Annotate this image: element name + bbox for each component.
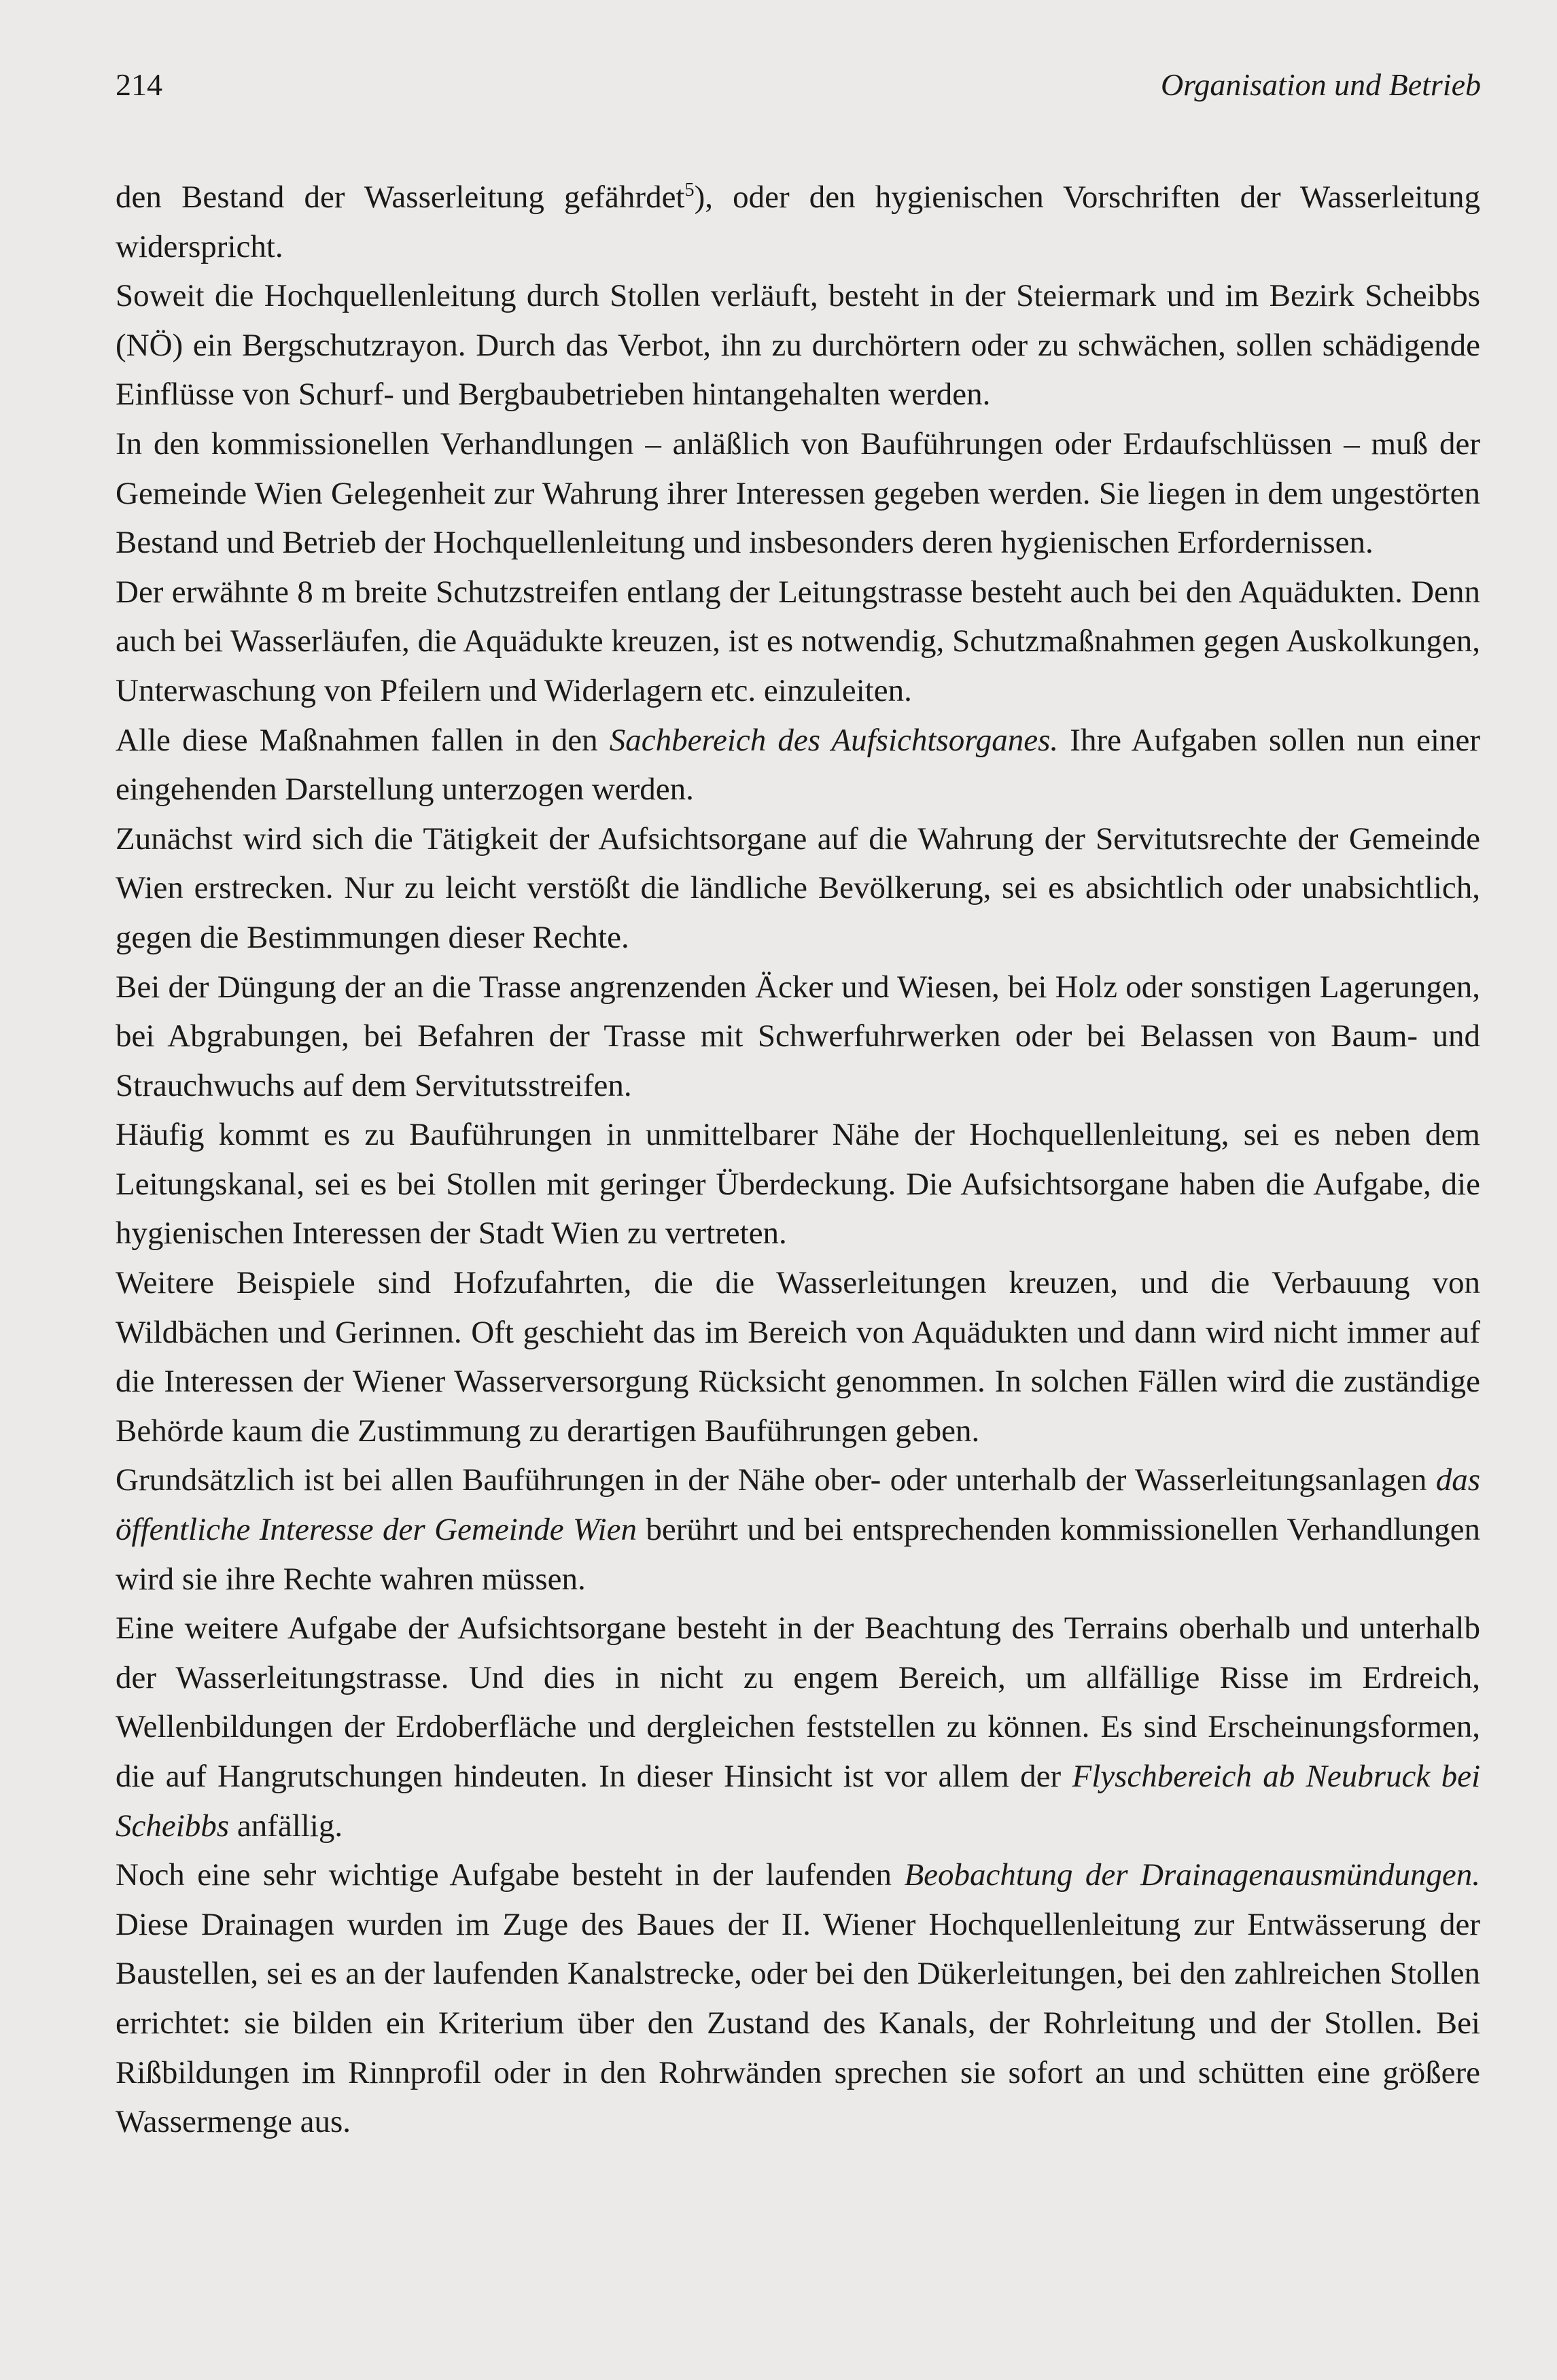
text-segment: Noch eine sehr wichtige Aufgabe besteht in der laufenden xyxy=(116,1857,905,1893)
text-segment: Ihre Aufgaben sollen nun einer eingehenden Darstellung unterzogen werden. xyxy=(116,722,1480,808)
paragraph xyxy=(116,271,1480,419)
paragraph xyxy=(116,1604,1480,1850)
page-number: 214 xyxy=(116,67,162,102)
paragraph xyxy=(116,1110,1480,1258)
text-segment: Weitere Beispiele sind Hofzufahrten, die die Wasserleitungen kreuzen, und die Verbauung von Wildbächen und Gerinnen. Oft geschieht das im Bereich von Aquädukten und dann wird nicht immer auf die Interessen der Wiener Wasserversorgung Rücksicht genommen. In solchen Fällen wird die zuständige Behörde kaum die Zustimmung zu derartigen Bauführungen geben. xyxy=(116,1265,1480,1449)
text-segment: Alle diese Maßnahmen fallen in den xyxy=(116,722,610,758)
paragraph xyxy=(116,1455,1480,1604)
footnote-marker: 5 xyxy=(684,179,695,201)
text-segment: Soweit die Hochquellenleitung durch Stollen verläuft, besteht in der Steiermark und im Bezirk Scheibbs (NÖ) ein Bergschutzrayon. Durch das Verbot, ihn zu durchörtern oder zu schwächen, sollen schädigende Einflüsse von Schurf- und Bergbaubetrieben hintangehalten werden. xyxy=(116,278,1480,413)
text-segment: Eine weitere Aufgabe der Aufsichtsorgane besteht in der Beachtung des Terrains oberhalb und unterhalb der Wasserleitungstrasse. Und dies in nicht zu engem Bereich, um allfällige Risse im Erdreich, Wellenbildungen der Erdoberfläche und dergleichen feststellen zu können. Es sind Erscheinungsformen, die auf Hangrutschungen hindeuten. In dieser Hinsicht ist vor allem der xyxy=(116,1610,1480,1794)
text-segment: Diese Drainagen wurden im Zuge des Baues der II. Wiener Hochquellenleitung zur Entwässerung der Baustellen, sei es an der laufenden Kanalstrecke, oder bei den Dükerleitungen, bei den zahlreichen Stollen errichtet: sie bilden ein Kriterium über den Zustand des Kanals, der Rohrleitung und der Stollen. Bei Rißbildungen im Rinnprofil oder in den Rohrwänden sprechen sie sofort an und schütten eine größere Wassermenge aus. xyxy=(116,1906,1480,2140)
body-text xyxy=(116,173,1480,2147)
text-segment: berührt und bei entsprechenden kommissionellen Verhandlungen wird sie ihre Rechte wahren müssen. xyxy=(116,1512,1480,1597)
text-segment: Zunächst wird sich die Tätigkeit der Aufsichtsorgane auf die Wahrung der Servitutsrechte der Gemeinde Wien erstrecken. Nur zu leicht verstößt die ländliche Bevölkerung, sei es absichtlich oder unabsichtlich, gegen die Bestimmungen dieser Rechte. xyxy=(116,821,1480,955)
emphasized-text: das öffentliche Interesse der Gemeinde Wien xyxy=(116,1462,1480,1548)
paragraph xyxy=(116,419,1480,568)
page-header xyxy=(116,67,1481,114)
paragraph xyxy=(116,173,1480,271)
paragraph xyxy=(116,1258,1480,1455)
text-segment: Der erwähnte 8 m breite Schutzstreifen entlang der Leitungstrasse besteht auch bei den Aquädukten. Denn auch bei Wasserläufen, die Aquädukte kreuzen, ist es notwendig, Schutzmaßnahmen gegen Auskolkungen, Unterwaschung von Pfeilern und Widerlagern etc. einzuleiten. xyxy=(116,574,1480,708)
emphasized-text: Sachbereich des Aufsichtsorganes. xyxy=(609,722,1059,758)
text-segment: anfällig. xyxy=(229,1808,343,1844)
paragraph xyxy=(116,963,1480,1111)
text-segment: In den kommissionellen Verhandlungen – anläßlich von Bauführungen oder Erdaufschlüssen – muß der Gemeinde Wien Gelegenheit zur Wahrung ihrer Interessen gegeben werden. Sie liegen in dem ungestörten Bestand und Betrieb der Hochquellenleitung und insbesonders deren hygienischen Erfordernissen. xyxy=(116,426,1480,561)
text-segment: ), oder den hygienischen Vorschriften der Wasserleitung widerspricht. xyxy=(116,179,1480,264)
text-segment: Grundsätzlich ist bei allen Bauführungen in der Nähe ober- oder unterhalb der Wasserleitungsanlagen xyxy=(116,1462,1436,1498)
text-segment: den Bestand der Wasserleitung gefährdet xyxy=(116,179,685,215)
text-segment: Bei der Düngung der an die Trasse angrenzenden Äcker und Wiesen, bei Holz oder sonstigen Lagerungen, bei Abgrabungen, bei Befahren der Trasse mit Schwerfuhrwerken oder bei Belassen von Baum- und Strauchwuchs auf dem Servitutsstreifen. xyxy=(116,969,1480,1103)
paragraph xyxy=(116,716,1480,814)
paragraph xyxy=(116,568,1480,716)
running-head: Organisation und Betrieb xyxy=(1160,67,1481,102)
emphasized-text: Beobachtung der Drainagenausmündungen. xyxy=(904,1857,1480,1893)
emphasized-text: Flyschbereich ab Neubruck bei Scheibbs xyxy=(116,1759,1480,1844)
paragraph xyxy=(116,814,1480,963)
paragraph xyxy=(116,1850,1480,2147)
text-segment: Häufig kommt es zu Bauführungen in unmittelbarer Nähe der Hochquellenleitung, sei es neben dem Leitungskanal, sei es bei Stollen mit geringer Überdeckung. Die Aufsichtsorgane haben die Aufgabe, die hygienischen Interessen der Stadt Wien zu vertreten. xyxy=(116,1117,1480,1252)
